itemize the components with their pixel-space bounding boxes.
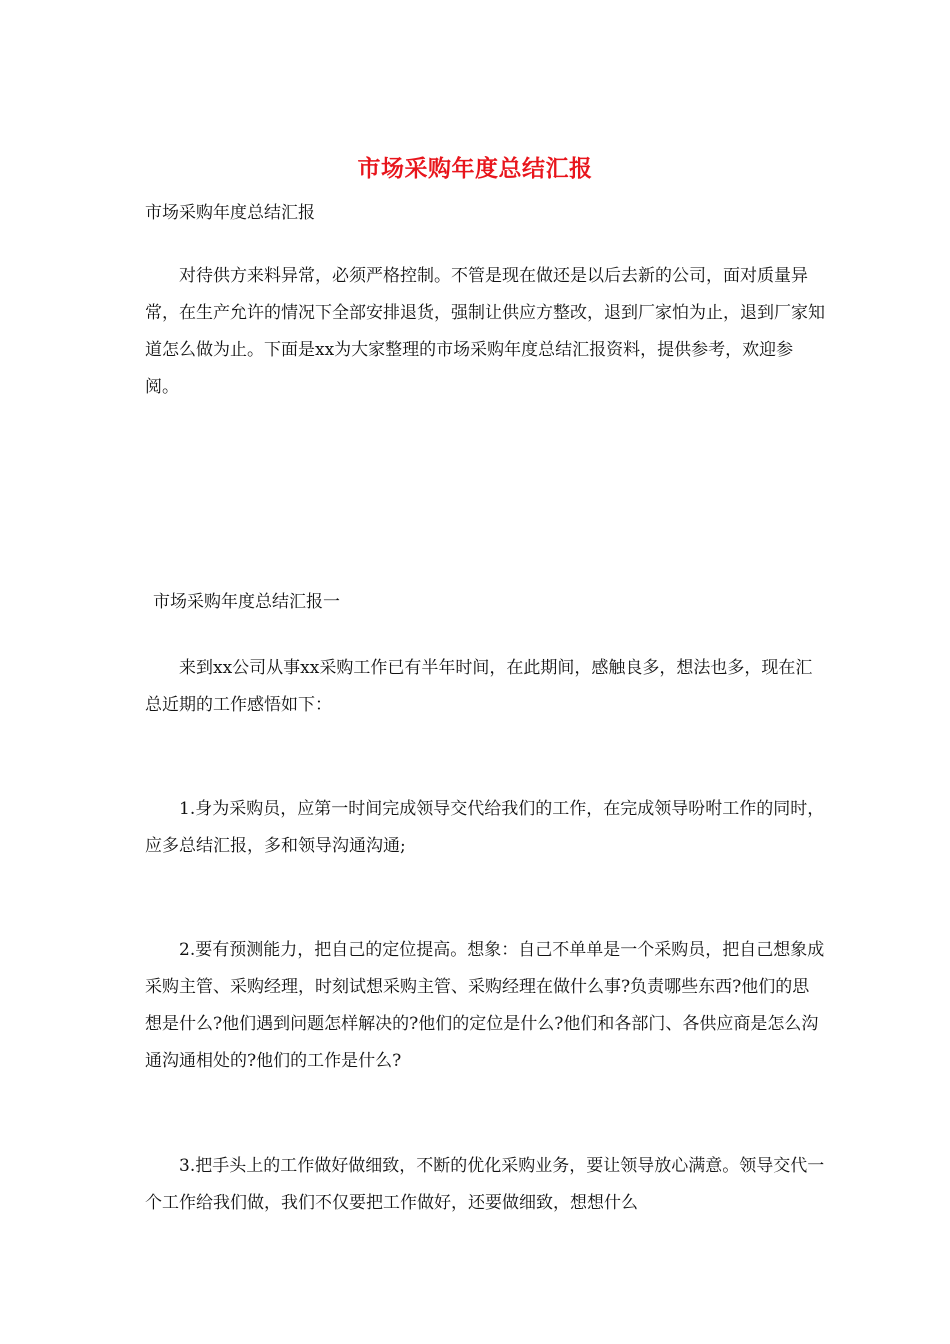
- document-subtitle: 市场采购年度总结汇报: [145, 203, 315, 223]
- point-2-text: 2.要有预测能力，把自己的定位提高。想象：自己不单单是一个采购员，把自己想象成采购主管、采购经理，时刻试想采购主管、采购经理在做什么事?负责哪些东西?他们的思想是什么?他们遇到问题怎样解决的?他们的定位是什么?他们和各部门、各供应商是怎么沟通沟通相处的?他们的工作是什么?: [145, 940, 825, 1071]
- point-2-paragraph: [145, 932, 825, 1080]
- section-heading: 市场采购年度总结汇报一: [153, 592, 340, 612]
- point-3-paragraph: [145, 1148, 825, 1222]
- document-title: 市场采购年度总结汇报: [357, 155, 593, 182]
- point-3-text: 3.把手头上的工作做好做细致，不断的优化采购业务，要让领导放心满意。领导交代一个工作给我们做，我们不仅要把工作做好，还要做细致，想想什么: [145, 1156, 825, 1213]
- intro-text: 对待供方来料异常，必须严格控制。不管是现在做还是以后去新的公司，面对质量异常，在生产允许的情况下全部安排退货，强制让供应方整改，退到厂家怕为止，退到厂家知道怎么做为止。下面是xx为大家整理的市场采购年度总结汇报资料，提供参考，欢迎参阅。: [145, 266, 825, 397]
- section-intro-paragraph: [145, 650, 825, 724]
- section-intro-text: 来到xx公司从事xx采购工作已有半年时间，在此期间，感触良多，想法也多，现在汇总近期的工作感悟如下：: [145, 658, 813, 715]
- intro-paragraph: [145, 258, 825, 406]
- point-1-text: 1.身为采购员，应第一时间完成领导交代给我们的工作，在完成领导吩咐工作的同时，应多总结汇报，多和领导沟通沟通;: [145, 799, 825, 856]
- point-1-paragraph: [145, 791, 825, 865]
